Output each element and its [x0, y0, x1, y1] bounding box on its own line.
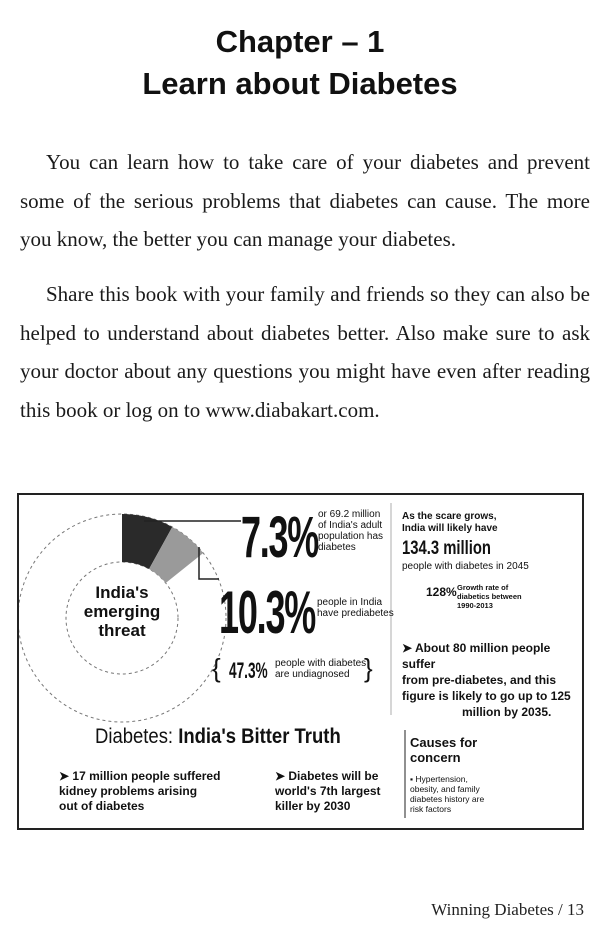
growth-note-line: diabetics between	[457, 592, 522, 601]
bullet-line: figure is likely to go up to 125	[402, 689, 571, 703]
bullet-line: out of diabetes	[59, 799, 145, 813]
bullet-line: About 80 million people suffer	[402, 641, 551, 671]
stat-undiagnosed-note	[275, 658, 366, 680]
stat-diabetes-note	[318, 509, 383, 553]
prediabetes-bullet	[402, 640, 582, 720]
growth-note-line: Growth rate of	[457, 583, 509, 592]
forecast-intro	[402, 511, 498, 535]
bullet-line: kidney problems arising	[59, 784, 198, 798]
note-line: or 69.2 million	[318, 509, 381, 520]
chapter-number: Chapter – 1	[215, 24, 385, 59]
killer-bullet	[275, 769, 381, 814]
diabetes-infographic	[17, 493, 584, 830]
growth-note	[457, 583, 522, 610]
chapter-title: Learn about Diabetes	[142, 66, 458, 101]
title-regular: Diabetes:	[95, 725, 179, 748]
bullet-line: world's 7th largest	[275, 784, 381, 798]
causes-heading-line: concern	[410, 750, 461, 765]
bracket-left: {	[212, 653, 221, 683]
forecast-value: 134.3 million	[402, 538, 491, 559]
forecast-caption: people with diabetes in 2045	[402, 561, 529, 572]
note-line: population has	[318, 531, 384, 542]
paragraph-intro: You can learn how to take care of your diabetes and prevent some of the serious problems that diabetes can cause. The more you know, the better you can manage your diabetes.	[20, 150, 590, 251]
stat-prediabetes-percent: 10.3%	[219, 579, 316, 646]
ring-label-line: threat	[98, 621, 146, 640]
note-line: people in India	[317, 597, 383, 608]
growth-value: 128%	[426, 585, 457, 599]
causes-heading	[410, 735, 477, 765]
forecast-intro-line: India will likely have	[402, 523, 498, 534]
paragraph-share: Share this book with your family and friends so they can also be helped to understand about diabetes better. Also make sure to ask your doctor about any questions you might have even after reading this book or log on to www.diabakart.com.	[20, 282, 590, 422]
bullet-line: million by 2035.	[462, 705, 552, 719]
page-footer: Winning Diabetes / 13	[431, 900, 584, 919]
ring-label	[77, 583, 167, 640]
growth-note-line: 1990-2013	[457, 601, 493, 610]
arrow-icon: ➤	[402, 641, 415, 655]
causes-line: obesity, and family	[410, 784, 480, 794]
arrow-icon: ➤	[275, 769, 289, 783]
forecast-intro-line: As the scare grows,	[402, 511, 497, 522]
note-line: of India's adult	[318, 520, 383, 531]
stat-undiagnosed-percent: 47.3%	[229, 658, 268, 683]
causes-line: Hypertension,	[415, 774, 468, 784]
stat-diabetes-percent: 7.3%	[241, 505, 319, 570]
stat-prediabetes-note	[317, 597, 394, 619]
kidney-bullet	[59, 769, 220, 814]
title-bold: India's Bitter Truth	[178, 725, 341, 748]
note-line: diabetes	[318, 542, 356, 553]
bullet-line: 17 million people suffered	[72, 769, 221, 783]
causes-list	[410, 774, 484, 814]
note-line: people with diabetes	[275, 658, 367, 669]
note-line: are undiagnosed	[275, 669, 350, 680]
causes-line: diabetes history are	[410, 794, 485, 804]
bullet-line: from pre-diabetes, and this	[402, 673, 557, 687]
ring-label-line: India's	[95, 583, 149, 602]
ring-label-line: emerging	[83, 602, 161, 621]
arrow-icon: ➤	[59, 769, 73, 783]
causes-heading-line: Causes for	[410, 735, 478, 750]
note-line: have prediabetes	[317, 608, 394, 619]
bracket-right: }	[364, 653, 373, 683]
causes-line: risk factors	[410, 804, 452, 814]
infographic-title	[95, 725, 341, 749]
bullet-line: Diabetes will be	[288, 769, 379, 783]
square-bullet-icon: ▪	[410, 774, 416, 784]
bullet-line: killer by 2030	[275, 799, 351, 813]
